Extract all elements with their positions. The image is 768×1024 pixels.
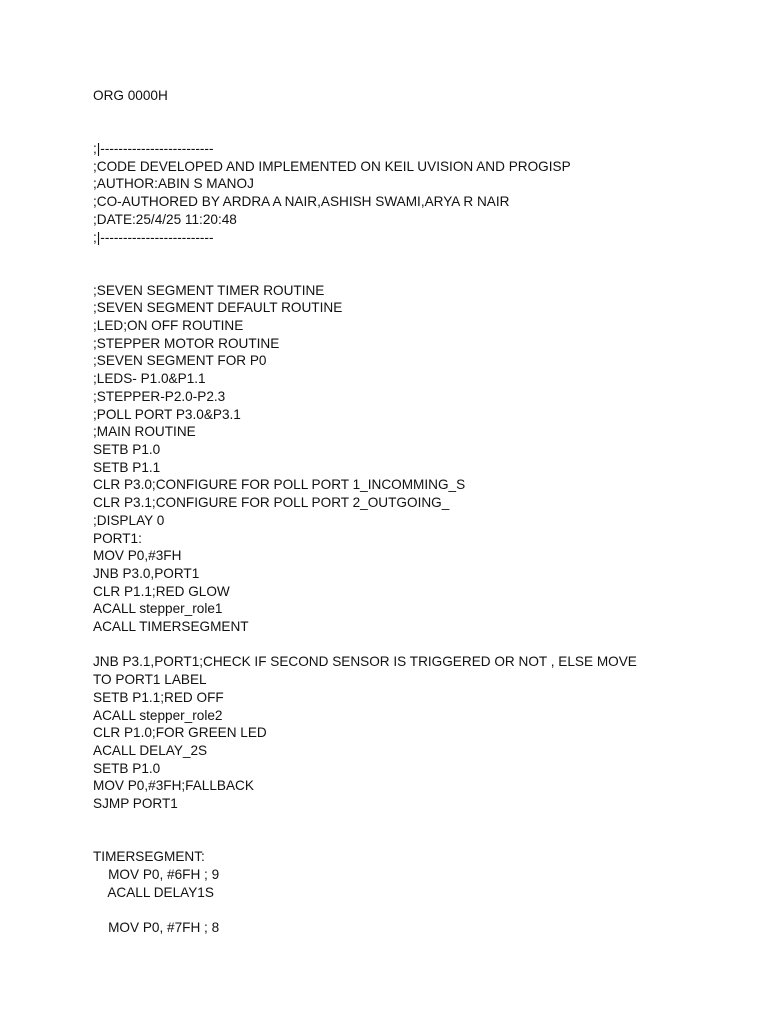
comment-line: ;|------------------------- <box>93 229 214 245</box>
blank-line <box>93 813 693 831</box>
code-line: SJMP PORT1 <box>93 796 178 812</box>
code-line: ACALL DELAY_2S <box>93 742 208 758</box>
code-line: SETB P1.1 <box>93 459 161 475</box>
code-line: MOV P0,#3FH;FALLBACK <box>93 778 254 794</box>
blank-line <box>93 830 693 848</box>
blank-line <box>93 105 693 123</box>
comment-line: ;STEPPER-P2.0-P2.3 <box>93 388 226 404</box>
blank-line <box>93 122 693 140</box>
blank-line <box>93 246 693 264</box>
code-line: SETB P1.0 <box>93 760 161 776</box>
code-line: MOV P0, #6FH ; 9 <box>93 866 220 882</box>
code-line: ACALL stepper_role2 <box>93 707 223 723</box>
code-line: ORG 0000H <box>93 88 168 103</box>
comment-line: ;LED;ON OFF ROUTINE <box>93 318 244 334</box>
code-line: ACALL TIMERSEGMENT <box>93 619 249 635</box>
blank-line <box>93 901 693 919</box>
comment-line: ;SEVEN SEGMENT TIMER ROUTINE <box>93 282 325 298</box>
code-line: SETB P1.1;RED OFF <box>93 689 224 705</box>
label-line: PORT1: <box>93 530 142 546</box>
code-line: MOV P0, #7FH ; 8 <box>93 919 220 935</box>
comment-line: ;LEDS- P1.0&P1.1 <box>93 371 206 387</box>
comment-line: ;SEVEN SEGMENT FOR P0 <box>93 353 267 369</box>
code-line: JNB P3.1,PORT1;CHECK IF SECOND SENSOR IS TRIGGERED OR NOT , ELSE MOVE <box>93 654 637 670</box>
code-line: MOV P0,#3FH <box>93 548 182 564</box>
code-line: ACALL DELAY1S <box>93 884 214 900</box>
comment-line: ;SEVEN SEGMENT DEFAULT ROUTINE <box>93 300 343 316</box>
comment-line: ;MAIN ROUTINE <box>93 424 196 440</box>
comment-line: ;POLL PORT P3.0&P3.1 <box>93 406 241 422</box>
code-line: CLR P3.0;CONFIGURE FOR POLL PORT 1_INCOMMING_S <box>93 477 466 493</box>
code-line: TO PORT1 LABEL <box>93 672 207 688</box>
code-line: CLR P1.1;RED GLOW <box>93 583 230 599</box>
blank-line <box>93 264 693 282</box>
blank-line <box>93 636 693 654</box>
comment-line: ;DATE:25/4/25 11:20:48 <box>93 211 237 227</box>
code-document <box>93 87 693 937</box>
comment-line: ;STEPPER MOTOR ROUTINE <box>93 335 280 351</box>
code-line: SETB P1.0 <box>93 442 161 457</box>
comment-line: ;|------------------------- <box>93 141 214 157</box>
code-line: JNB P3.0,PORT1 <box>93 565 200 581</box>
comment-line: ;CO-AUTHORED BY ARDRA A NAIR,ASHISH SWAMI,ARYA R NAIR <box>93 194 510 210</box>
code-line: CLR P1.0;FOR GREEN LED <box>93 725 267 741</box>
code-line: CLR P3.1;CONFIGURE FOR POLL PORT 2_OUTGOING_ <box>93 495 450 511</box>
comment-line: ;AUTHOR:ABIN S MANOJ <box>93 176 254 192</box>
comment-line: ;CODE DEVELOPED AND IMPLEMENTED ON KEIL UVISION AND PROGISP <box>93 158 571 174</box>
label-line: TIMERSEGMENT: <box>93 849 205 865</box>
comment-line: ;DISPLAY 0 <box>93 512 165 528</box>
code-line: ACALL stepper_role1 <box>93 601 223 617</box>
